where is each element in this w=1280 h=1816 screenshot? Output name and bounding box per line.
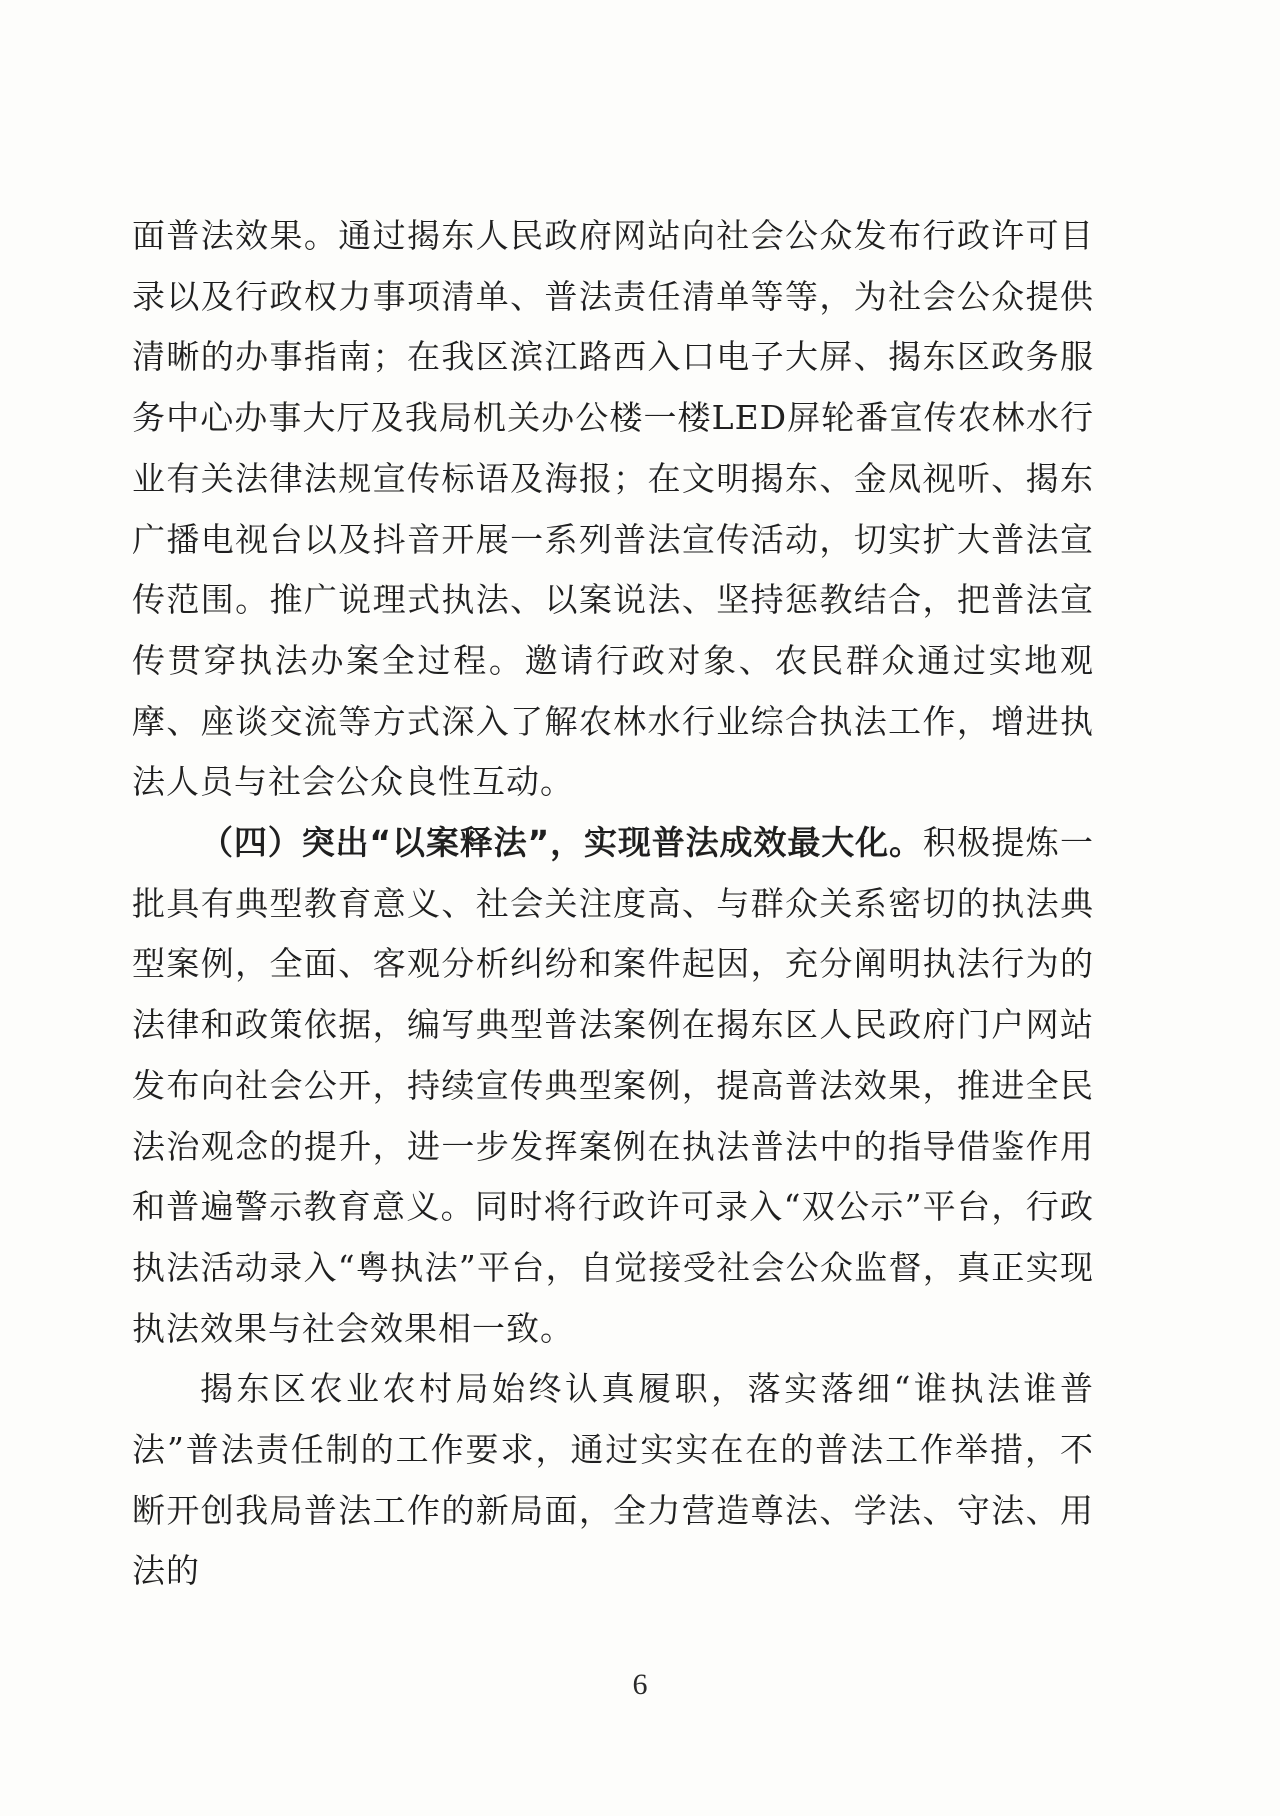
paragraph-3 bbox=[132, 1359, 1094, 1602]
page-number: 6 bbox=[632, 1668, 648, 1701]
paragraph-1-text: 面普法效果。通过揭东人民政府网站向社会公众发布行政许可目录以及行政权力事项清单、普法责任清单等等，为社会公众提供清晰的办事指南；在我区滨江路西入口电子大屏、揭东区政务服务中心办事大厅及我局机关办公楼一楼LED屏轮番宣传农林水行业有关法律法规宣传标语及海报；在文明揭东、金凤视听、揭东广播电视台以及抖音开展一系列普法宣传活动，切实扩大普法宣传范围。推广说理式执法、以案说法、坚持惩教结合，把普法宣传贯穿执法办案全过程。邀请行政对象、农民群众通过实地观摩、座谈交流等方式深入了解农林水行业综合执法工作，增进执法人员与社会公众良性互动。 bbox=[132, 216, 1094, 802]
paragraph-1 bbox=[132, 206, 1094, 813]
paragraph-2 bbox=[132, 813, 1094, 1359]
paragraph-2-text: 积极提炼一批具有典型教育意义、社会关注度高、与群众关系密切的执法典型案例，全面、客观分析纠纷和案件起因，充分阐明执法行为的法律和政策依据，编写典型普法案例在揭东区人民政府门户网站发布向社会公开，持续宣传典型案例，提高普法效果，推进全民法治观念的提升，进一步发挥案例在执法普法中的指导借鉴作用和普遍警示教育意义。同时将行政许可录入“双公示”平台，行政执法活动录入“粤执法”平台，自觉接受社会公众监督，真正实现执法效果与社会效果相一致。 bbox=[132, 823, 1095, 1348]
section-heading: （四）突出“以案释法”，实现普法成效最大化。 bbox=[200, 823, 923, 863]
paragraph-3-text: 揭东区农业农村局始终认真履职，落实落细“谁执法谁普法”普法责任制的工作要求，通过实实在在的普法工作举措，不断开创我局普法工作的新局面，全力营造尊法、学法、守法、用法的 bbox=[132, 1369, 1094, 1591]
document-body bbox=[132, 206, 1094, 1602]
